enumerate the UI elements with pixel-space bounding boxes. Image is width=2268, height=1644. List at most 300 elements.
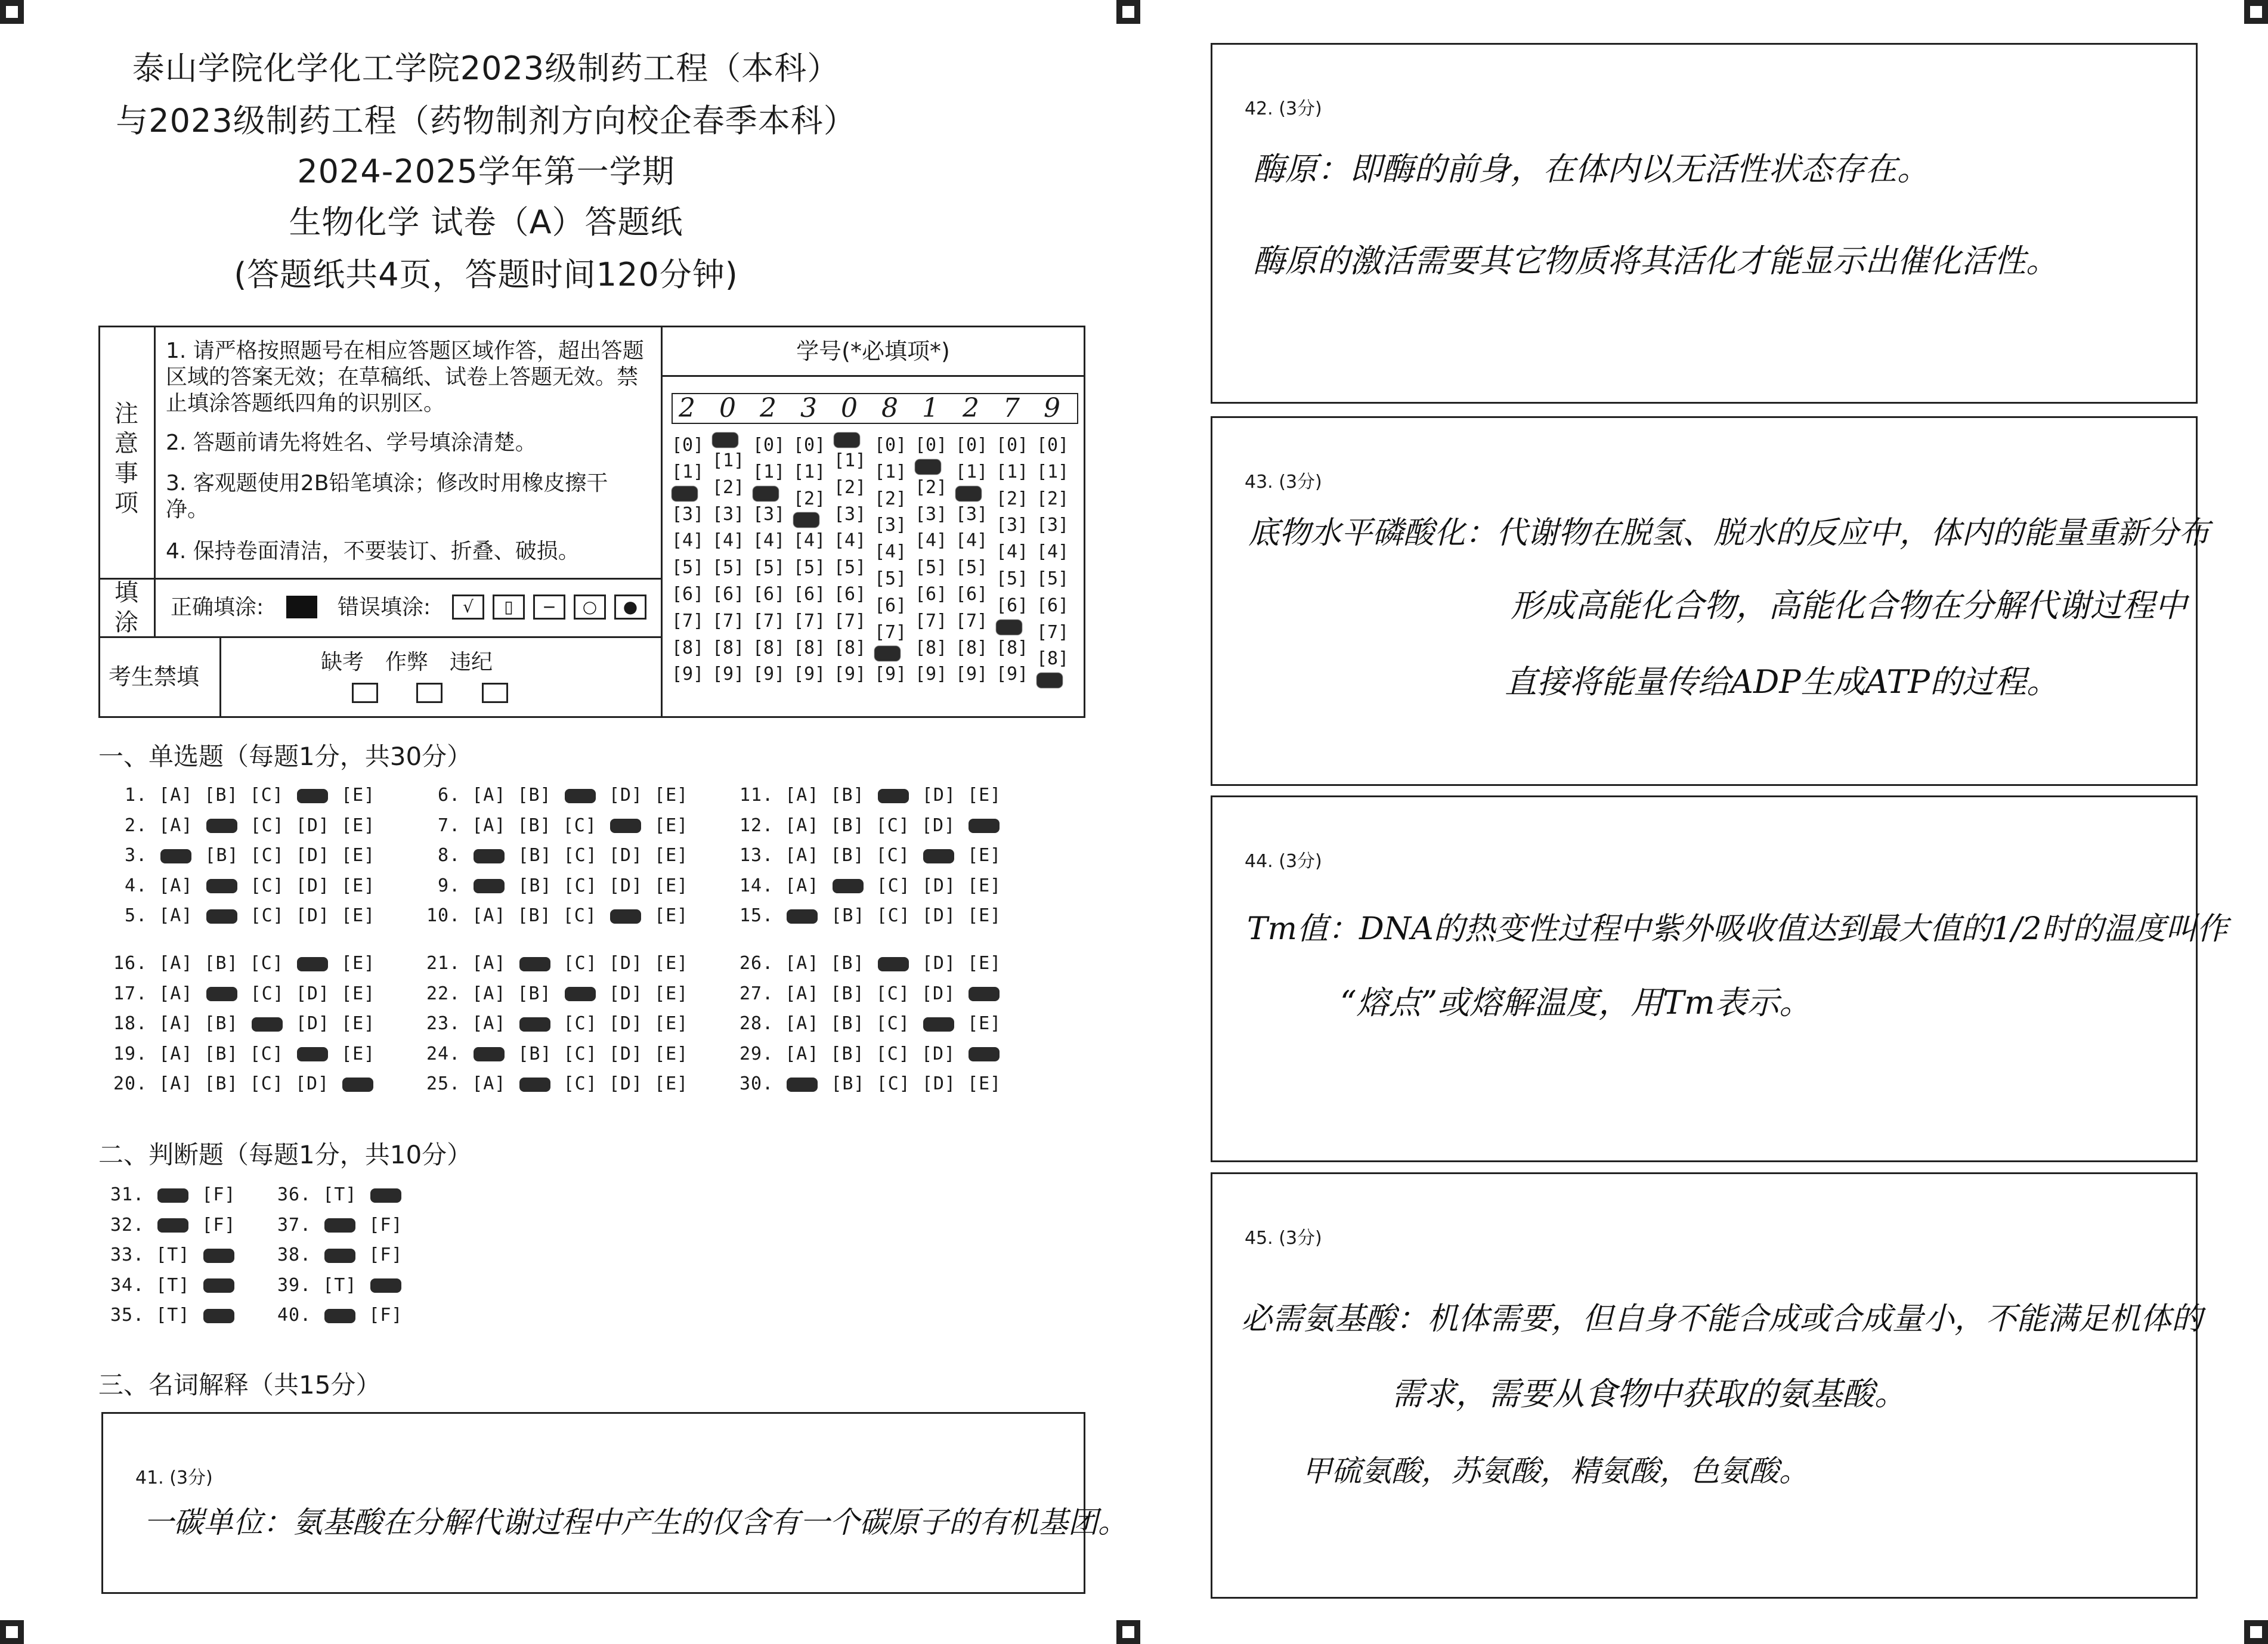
id-bubble[interactable]: [0] [1036, 435, 1069, 456]
option-bubble[interactable]: [E] [967, 953, 1002, 974]
student-id-column[interactable] [874, 432, 906, 688]
id-bubble[interactable]: [8] [834, 637, 867, 658]
id-bubble[interactable]: [6] [712, 583, 745, 605]
filled-option[interactable] [610, 819, 641, 833]
id-bubble[interactable] [874, 646, 906, 661]
question-row[interactable] [740, 875, 1013, 896]
question-row[interactable] [740, 845, 1013, 866]
id-bubble[interactable]: [4] [996, 541, 1029, 563]
filled-option[interactable] [878, 957, 909, 971]
filled-option[interactable] [370, 1278, 401, 1293]
id-bubble[interactable]: [6] [874, 595, 907, 616]
option-bubble[interactable]: [B] [205, 845, 239, 866]
filled-option[interactable] [370, 1188, 401, 1203]
option-bubble[interactable]: [C] [876, 875, 911, 896]
option-bubble[interactable]: [A] [159, 1013, 193, 1034]
id-bubble[interactable]: [9] [672, 664, 704, 685]
student-id-column[interactable] [915, 432, 947, 688]
option-bubble[interactable]: [E] [654, 785, 689, 806]
option-bubble[interactable]: [A] [159, 983, 193, 1004]
option-bubble[interactable]: [D] [608, 953, 643, 974]
absent-checkbox[interactable] [352, 683, 378, 705]
question-row[interactable] [113, 1044, 386, 1064]
id-bubble[interactable]: [7] [712, 610, 745, 631]
filled-option[interactable] [203, 1249, 234, 1263]
option-bubble[interactable]: [C] [563, 845, 598, 866]
id-bubble[interactable]: [3] [955, 503, 988, 525]
option-bubble[interactable]: [T] [156, 1244, 190, 1265]
option-bubble[interactable]: [A] [159, 1043, 193, 1064]
id-bubble[interactable]: [3] [874, 515, 907, 536]
filled-option[interactable] [565, 789, 596, 803]
id-bubble[interactable]: [6] [915, 583, 948, 605]
filled-option[interactable] [324, 1309, 355, 1323]
option-bubble[interactable]: [T] [156, 1274, 190, 1296]
id-bubble[interactable]: [1] [996, 461, 1029, 482]
option-bubble[interactable]: [C] [250, 983, 284, 1004]
student-id-column[interactable] [672, 432, 704, 688]
id-bubble[interactable]: [7] [672, 610, 704, 631]
filled-option[interactable] [923, 849, 954, 863]
option-bubble[interactable]: [A] [159, 1073, 193, 1094]
question-row[interactable] [113, 905, 386, 926]
option-bubble[interactable]: [T] [156, 1305, 190, 1326]
student-id-column[interactable] [793, 432, 825, 688]
option-bubble[interactable]: [D] [608, 983, 643, 1004]
option-bubble[interactable]: [E] [341, 983, 376, 1004]
option-bubble[interactable]: [E] [967, 785, 1002, 806]
filled-option[interactable] [297, 957, 328, 971]
option-bubble[interactable]: [D] [608, 1073, 643, 1094]
id-bubble[interactable]: [1] [834, 450, 867, 471]
option-bubble[interactable]: [D] [921, 983, 956, 1004]
cheat-checkbox[interactable] [416, 683, 443, 705]
id-bubble[interactable]: [7] [793, 610, 826, 631]
option-bubble[interactable]: [E] [654, 905, 689, 926]
option-bubble[interactable]: [F] [202, 1184, 236, 1205]
question-row[interactable] [113, 1013, 386, 1034]
judgement-row[interactable] [277, 1244, 414, 1265]
option-bubble[interactable]: [A] [472, 785, 506, 806]
id-bubble[interactable]: [5] [834, 557, 867, 578]
id-bubble[interactable]: [7] [1036, 621, 1069, 643]
id-bubble[interactable] [672, 486, 704, 501]
id-bubble[interactable]: [0] [672, 435, 704, 456]
id-bubble[interactable]: [4] [834, 530, 867, 552]
filled-option[interactable] [297, 1047, 328, 1061]
id-bubble[interactable]: [4] [955, 530, 988, 552]
option-bubble[interactable]: [B] [831, 1073, 865, 1094]
id-bubble[interactable] [955, 486, 988, 501]
option-bubble[interactable]: [C] [875, 815, 910, 836]
filled-option[interactable] [157, 1218, 188, 1233]
option-bubble[interactable]: [B] [830, 785, 865, 806]
filled-option[interactable] [206, 879, 237, 893]
id-bubble[interactable]: [2] [834, 476, 867, 498]
id-bubble[interactable]: [0] [793, 435, 826, 456]
id-bubble[interactable]: [4] [753, 530, 785, 552]
id-bubble[interactable]: [5] [955, 557, 988, 578]
filled-option[interactable] [833, 879, 864, 893]
filled-option[interactable] [787, 909, 818, 924]
option-bubble[interactable]: [C] [250, 845, 284, 866]
option-bubble[interactable]: [E] [654, 875, 689, 896]
option-bubble[interactable]: [B] [830, 1013, 865, 1034]
violation-checkbox[interactable] [482, 683, 508, 705]
question-row[interactable] [426, 1073, 700, 1094]
answer-box-43[interactable] [1211, 416, 2210, 786]
id-bubble[interactable] [753, 486, 785, 501]
filled-option[interactable] [203, 1278, 234, 1293]
option-bubble[interactable]: [E] [654, 1073, 689, 1094]
id-bubble[interactable]: [7] [955, 610, 988, 631]
id-bubble[interactable]: [8] [712, 637, 745, 658]
id-bubble[interactable] [1036, 673, 1069, 688]
option-bubble[interactable]: [E] [341, 905, 376, 926]
judgement-row[interactable] [277, 1305, 414, 1326]
id-bubble[interactable]: [5] [874, 568, 907, 589]
option-bubble[interactable]: [C] [875, 1013, 910, 1034]
question-row[interactable] [113, 785, 386, 806]
id-bubble[interactable]: [9] [753, 664, 785, 685]
id-bubble[interactable]: [7] [753, 610, 785, 631]
filled-option[interactable] [157, 1188, 188, 1203]
id-bubble[interactable]: [1] [753, 461, 785, 482]
filled-option[interactable] [787, 1078, 818, 1092]
option-bubble[interactable]: [C] [876, 905, 911, 926]
id-bubble[interactable]: [0] [915, 435, 948, 456]
option-bubble[interactable]: [C] [250, 815, 284, 836]
option-bubble[interactable]: [A] [785, 953, 819, 974]
id-bubble[interactable]: [2] [793, 488, 826, 509]
student-id-column[interactable] [753, 432, 785, 688]
option-bubble[interactable]: [E] [654, 815, 689, 836]
answer-box-45[interactable] [1211, 1172, 2203, 1599]
filled-option[interactable] [203, 1309, 234, 1323]
id-bubble[interactable]: [7] [834, 610, 867, 631]
option-bubble[interactable]: [D] [295, 815, 330, 836]
option-bubble[interactable]: [E] [341, 785, 376, 806]
id-bubble[interactable] [996, 620, 1028, 635]
judgement-row[interactable] [110, 1215, 247, 1236]
id-bubble[interactable]: [6] [834, 583, 867, 605]
id-bubble[interactable]: [2] [915, 476, 948, 498]
id-bubble[interactable]: [9] [793, 664, 826, 685]
judgement-row[interactable] [110, 1244, 247, 1265]
judgement-row[interactable] [277, 1275, 414, 1296]
id-bubble[interactable]: [5] [712, 557, 745, 578]
student-id-column[interactable] [996, 432, 1028, 688]
option-bubble[interactable]: [A] [472, 983, 506, 1004]
option-bubble[interactable]: [A] [472, 953, 506, 974]
filled-option[interactable] [206, 909, 237, 924]
option-bubble[interactable]: [A] [785, 1013, 819, 1034]
id-bubble[interactable]: [5] [672, 557, 704, 578]
question-row[interactable] [740, 785, 1013, 806]
question-row[interactable] [426, 1044, 700, 1064]
answer-box-41[interactable] [101, 1412, 1128, 1594]
option-bubble[interactable]: [D] [921, 1073, 956, 1094]
question-row[interactable] [740, 1013, 1013, 1034]
filled-option[interactable] [969, 987, 1000, 1001]
option-bubble[interactable]: [A] [785, 1043, 819, 1064]
id-bubble[interactable] [712, 432, 744, 448]
id-bubble[interactable]: [6] [996, 595, 1029, 616]
option-bubble[interactable]: [C] [249, 1073, 284, 1094]
question-row[interactable] [740, 983, 1013, 1004]
question-row[interactable] [426, 785, 700, 806]
filled-option[interactable] [297, 789, 328, 803]
option-bubble[interactable]: [E] [967, 905, 1002, 926]
option-bubble[interactable]: [B] [204, 785, 239, 806]
option-bubble[interactable]: [B] [518, 845, 552, 866]
question-row[interactable] [426, 905, 700, 926]
id-bubble[interactable]: [4] [874, 541, 907, 563]
judgement-row[interactable] [110, 1184, 247, 1205]
option-bubble[interactable]: [B] [204, 1073, 239, 1094]
option-bubble[interactable]: [D] [295, 875, 330, 896]
option-bubble[interactable]: [B] [831, 905, 865, 926]
id-bubble[interactable]: [6] [672, 583, 704, 605]
option-bubble[interactable]: [F] [202, 1214, 236, 1236]
question-row[interactable] [113, 875, 386, 896]
option-bubble[interactable]: [E] [341, 815, 376, 836]
option-bubble[interactable]: [C] [249, 953, 284, 974]
id-bubble[interactable]: [9] [915, 664, 948, 685]
option-bubble[interactable]: [E] [341, 1013, 376, 1034]
id-bubble[interactable]: [9] [955, 664, 988, 685]
id-bubble[interactable]: [8] [915, 637, 948, 658]
option-bubble[interactable]: [A] [472, 815, 506, 836]
option-bubble[interactable]: [D] [295, 905, 330, 926]
option-bubble[interactable]: [D] [608, 785, 643, 806]
question-row[interactable] [426, 875, 700, 896]
question-row[interactable] [113, 983, 386, 1004]
id-bubble[interactable]: [4] [793, 530, 826, 552]
question-row[interactable] [740, 1073, 1013, 1094]
option-bubble[interactable]: [C] [563, 1043, 598, 1064]
id-bubble[interactable]: [3] [996, 515, 1029, 536]
filled-option[interactable] [324, 1249, 355, 1263]
filled-option[interactable] [923, 1017, 954, 1032]
option-bubble[interactable]: [B] [830, 953, 865, 974]
option-bubble[interactable]: [D] [921, 1043, 956, 1064]
id-bubble[interactable]: [0] [996, 435, 1029, 456]
id-bubble[interactable]: [1] [874, 461, 907, 482]
option-bubble[interactable]: [E] [341, 875, 376, 896]
option-bubble[interactable]: [B] [830, 983, 865, 1004]
question-row[interactable] [740, 815, 1013, 836]
filled-option[interactable] [519, 1078, 550, 1092]
question-row[interactable] [426, 953, 700, 974]
id-bubble[interactable]: [3] [712, 503, 745, 525]
option-bubble[interactable]: [C] [876, 1073, 911, 1094]
id-bubble[interactable]: [2] [996, 488, 1029, 509]
option-bubble[interactable]: [B] [517, 983, 552, 1004]
option-bubble[interactable]: [F] [369, 1244, 403, 1265]
option-bubble[interactable]: [C] [875, 1043, 910, 1064]
id-bubble[interactable]: [4] [1036, 541, 1069, 563]
id-bubble[interactable]: [6] [1036, 595, 1069, 616]
question-row[interactable] [113, 953, 386, 974]
option-bubble[interactable]: [B] [830, 815, 865, 836]
option-bubble[interactable]: [T] [323, 1184, 357, 1205]
option-bubble[interactable]: [E] [967, 875, 1002, 896]
id-bubble[interactable]: [0] [753, 435, 785, 456]
option-bubble[interactable]: [D] [921, 785, 956, 806]
option-bubble[interactable]: [E] [967, 1013, 1002, 1034]
id-bubble[interactable]: [3] [915, 503, 948, 525]
option-bubble[interactable]: [D] [295, 983, 330, 1004]
option-bubble[interactable]: [E] [654, 1013, 689, 1034]
option-bubble[interactable]: [C] [875, 983, 910, 1004]
id-bubble[interactable] [793, 512, 825, 528]
student-id-column[interactable] [834, 432, 866, 688]
id-bubble[interactable]: [9] [712, 664, 745, 685]
option-bubble[interactable]: [D] [921, 905, 956, 926]
option-bubble[interactable]: [A] [159, 875, 193, 896]
question-row[interactable] [426, 845, 700, 866]
judgement-row[interactable] [277, 1184, 414, 1205]
option-bubble[interactable]: [F] [369, 1214, 403, 1236]
id-bubble[interactable]: [3] [753, 503, 785, 525]
student-id-column[interactable] [1036, 432, 1069, 688]
option-bubble[interactable]: [D] [295, 845, 330, 866]
option-bubble[interactable]: [C] [562, 815, 597, 836]
filled-option[interactable] [969, 819, 1000, 833]
id-bubble[interactable] [834, 432, 866, 448]
option-bubble[interactable]: [C] [249, 785, 284, 806]
option-bubble[interactable]: [B] [518, 1043, 552, 1064]
filled-option[interactable] [342, 1078, 373, 1092]
option-bubble[interactable]: [A] [785, 785, 819, 806]
id-bubble[interactable]: [6] [955, 583, 988, 605]
option-bubble[interactable]: [D] [608, 1043, 643, 1064]
answer-box-42[interactable] [1211, 43, 2198, 404]
option-bubble[interactable]: [E] [967, 845, 1002, 866]
filled-option[interactable] [565, 987, 596, 1001]
id-bubble[interactable]: [1] [712, 450, 745, 471]
option-bubble[interactable]: [E] [654, 953, 689, 974]
filled-option[interactable] [206, 987, 237, 1001]
option-bubble[interactable]: [E] [341, 845, 376, 866]
id-bubble[interactable]: [1] [1036, 461, 1069, 482]
id-bubble[interactable]: [8] [672, 637, 704, 658]
id-bubble[interactable]: [2] [712, 476, 745, 498]
option-bubble[interactable]: [E] [341, 1043, 376, 1064]
id-bubble[interactable]: [2] [874, 488, 907, 509]
option-bubble[interactable]: [D] [295, 1073, 330, 1094]
id-bubble[interactable]: [4] [712, 530, 745, 552]
filled-option[interactable] [474, 879, 505, 893]
option-bubble[interactable]: [C] [562, 905, 597, 926]
student-id-column[interactable] [955, 432, 988, 688]
option-bubble[interactable]: [A] [159, 785, 193, 806]
question-row[interactable] [426, 815, 700, 836]
filled-option[interactable] [252, 1017, 283, 1032]
id-bubble[interactable]: [1] [672, 461, 704, 482]
id-bubble[interactable]: [7] [874, 621, 907, 643]
option-bubble[interactable]: [B] [517, 785, 552, 806]
question-row[interactable] [740, 953, 1013, 974]
option-bubble[interactable]: [C] [875, 845, 910, 866]
filled-option[interactable] [206, 819, 237, 833]
option-bubble[interactable]: [A] [159, 953, 193, 974]
question-row[interactable] [740, 905, 1013, 926]
judgement-row[interactable] [110, 1305, 247, 1326]
id-bubble[interactable]: [0] [955, 435, 988, 456]
option-bubble[interactable]: [C] [249, 1043, 284, 1064]
id-bubble[interactable]: [9] [996, 664, 1029, 685]
id-bubble[interactable]: [8] [996, 637, 1029, 658]
id-bubble[interactable]: [6] [793, 583, 826, 605]
option-bubble[interactable]: [B] [517, 815, 552, 836]
id-bubble[interactable]: [3] [1036, 515, 1069, 536]
id-bubble[interactable]: [8] [955, 637, 988, 658]
option-bubble[interactable]: [A] [472, 905, 506, 926]
option-bubble[interactable]: [B] [517, 905, 552, 926]
question-row[interactable] [113, 1073, 386, 1094]
option-bubble[interactable]: [A] [159, 905, 193, 926]
option-bubble[interactable]: [B] [830, 845, 865, 866]
id-bubble[interactable]: [5] [753, 557, 785, 578]
question-row[interactable] [113, 845, 386, 866]
option-bubble[interactable]: [D] [921, 815, 956, 836]
option-bubble[interactable]: [E] [967, 1073, 1002, 1094]
id-bubble[interactable] [915, 459, 947, 475]
id-bubble[interactable]: [8] [1036, 648, 1069, 670]
id-bubble[interactable]: [8] [793, 637, 826, 658]
option-bubble[interactable]: [E] [654, 1043, 689, 1064]
option-bubble[interactable]: [E] [654, 845, 689, 866]
id-bubble[interactable]: [5] [1036, 568, 1069, 589]
option-bubble[interactable]: [C] [563, 1073, 598, 1094]
id-bubble[interactable]: [5] [793, 557, 826, 578]
question-row[interactable] [113, 815, 386, 836]
option-bubble[interactable]: [A] [159, 815, 193, 836]
id-bubble[interactable]: [0] [874, 435, 907, 456]
question-row[interactable] [426, 1013, 700, 1034]
filled-option[interactable] [878, 789, 909, 803]
id-bubble[interactable]: [1] [955, 461, 988, 482]
id-bubble[interactable]: [9] [834, 664, 867, 685]
option-bubble[interactable]: [A] [472, 1073, 506, 1094]
option-bubble[interactable]: [E] [341, 953, 376, 974]
id-bubble[interactable]: [3] [672, 503, 704, 525]
option-bubble[interactable]: [C] [250, 875, 284, 896]
id-bubble[interactable]: [5] [996, 568, 1029, 589]
id-bubble[interactable]: [7] [915, 610, 948, 631]
id-bubble[interactable]: [4] [915, 530, 948, 552]
option-bubble[interactable]: [F] [369, 1305, 403, 1326]
option-bubble[interactable]: [B] [204, 1043, 239, 1064]
answer-box-44[interactable] [1211, 795, 2228, 1162]
id-bubble[interactable]: [4] [672, 530, 704, 552]
id-bubble[interactable]: [3] [834, 503, 867, 525]
filled-option[interactable] [519, 957, 550, 971]
option-bubble[interactable]: [C] [563, 953, 598, 974]
option-bubble[interactable]: [A] [785, 875, 819, 896]
option-bubble[interactable]: [C] [563, 1013, 598, 1034]
option-bubble[interactable]: [A] [785, 845, 819, 866]
option-bubble[interactable]: [A] [785, 815, 819, 836]
option-bubble[interactable]: [A] [785, 983, 819, 1004]
student-id-column[interactable] [712, 432, 744, 688]
option-bubble[interactable]: [D] [295, 1013, 330, 1034]
id-bubble[interactable]: [5] [915, 557, 948, 578]
option-bubble[interactable]: [D] [921, 875, 956, 896]
option-bubble[interactable]: [D] [608, 1013, 643, 1034]
